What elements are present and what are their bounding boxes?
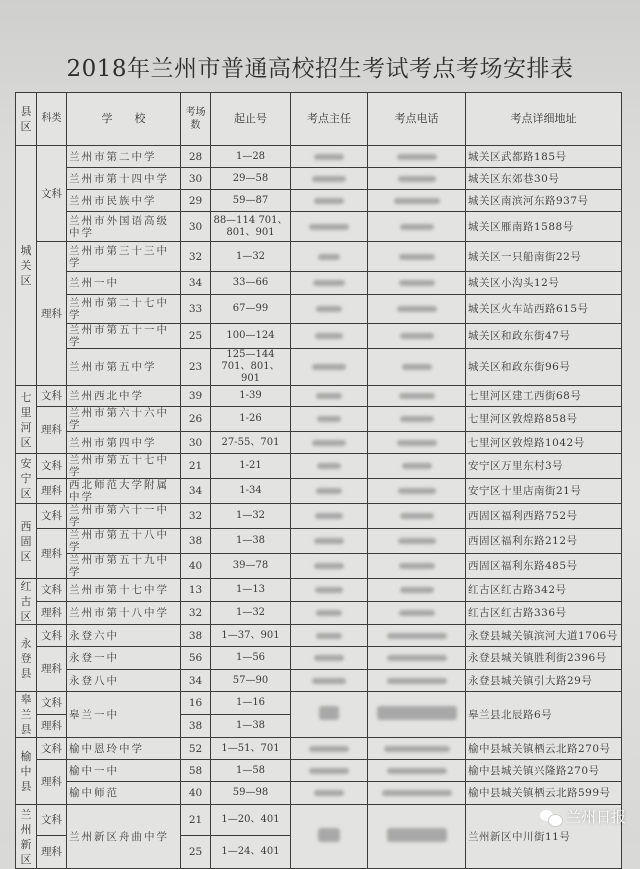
range-cell: 27-55、701: [211, 432, 291, 454]
category-cell: 理科: [37, 715, 67, 738]
address-cell: 西固区福利西路752号: [466, 504, 622, 529]
header-address: 考点详细地址: [466, 93, 622, 146]
category-cell: 文科: [37, 692, 67, 715]
redaction-blur: [314, 655, 344, 661]
exam-site-table: [15, 92, 622, 869]
rooms-cell: 21: [181, 454, 211, 479]
redaction-blur: [316, 610, 342, 616]
address-cell: 城关区东郊巷30号: [466, 168, 622, 190]
redaction-blur: [377, 706, 457, 720]
redaction-blur: [397, 154, 437, 160]
table-row: [16, 647, 622, 670]
rooms-cell: 38: [181, 529, 211, 554]
table-row: [16, 432, 622, 454]
rooms-cell: 39: [181, 386, 211, 407]
range-cell: 1-39: [211, 386, 291, 407]
range-cell: 88—114 701、801、901: [211, 212, 291, 242]
phone-cell-redacted: [368, 454, 466, 479]
watermark-label: 兰州日报: [565, 808, 626, 826]
redaction-blur: [314, 563, 344, 569]
district-label: 永登县: [20, 636, 32, 680]
category-cell: 文科: [37, 454, 67, 479]
table-row: [16, 504, 622, 529]
rooms-cell: 16: [181, 692, 211, 715]
phone-cell-redacted: [368, 386, 466, 407]
category-cell: 文科: [37, 504, 67, 529]
district-cell: [16, 386, 37, 454]
redaction-blur: [400, 224, 434, 230]
table-row: [16, 625, 622, 647]
phone-cell-redacted: [368, 479, 466, 504]
school-cell: 榆中恩玲中学: [67, 738, 181, 760]
school-cell: 兰州一中: [67, 272, 181, 295]
phone-cell-redacted: [368, 760, 466, 782]
table-row: [16, 782, 622, 805]
redaction-blur: [316, 306, 342, 312]
district-cell: [16, 692, 37, 738]
header-phone: 考点电话: [368, 93, 466, 146]
redaction-blur: [312, 678, 346, 684]
redaction-blur: [397, 306, 437, 312]
phone-cell-redacted: [368, 692, 466, 738]
redaction-blur: [318, 828, 340, 842]
rooms-cell: 25: [181, 836, 211, 869]
range-cell: 1—20、401: [211, 805, 291, 836]
school-cell: 兰州市第三十三中学: [67, 242, 181, 272]
range-cell: 1—32: [211, 602, 291, 625]
wechat-icon: [540, 808, 562, 826]
address-cell: 七里河区建工西街68号: [466, 386, 622, 407]
director-cell-redacted: [291, 805, 368, 869]
director-cell-redacted: [291, 324, 368, 349]
director-cell-redacted: [291, 432, 368, 454]
redaction-blur: [315, 333, 343, 339]
redaction-blur: [315, 587, 343, 593]
school-cell: 西北师范大学附属中学: [67, 479, 181, 504]
address-cell: 七里河区敦煌路858号: [466, 407, 622, 432]
table-row: [16, 738, 622, 760]
rooms-cell: 28: [181, 146, 211, 168]
table-row: [16, 554, 622, 579]
redaction-blur: [387, 828, 447, 842]
phone-cell-redacted: [368, 190, 466, 212]
redaction-blur: [316, 488, 342, 494]
rooms-cell: 52: [181, 738, 211, 760]
phone-cell-redacted: [368, 432, 466, 454]
category-cell: 理科: [37, 407, 67, 454]
school-cell: 榆中师范: [67, 782, 181, 805]
phone-cell-redacted: [368, 407, 466, 432]
redaction-blur: [382, 790, 452, 796]
address-cell: 西固区福利东路485号: [466, 554, 622, 579]
director-cell-redacted: [291, 579, 368, 602]
redaction-blur: [400, 587, 434, 593]
table-row: [16, 212, 622, 242]
school-cell: 兰州市第五中学: [67, 349, 181, 386]
rooms-cell: 32: [181, 242, 211, 272]
category-cell: 文科: [37, 146, 67, 242]
table-row: [16, 349, 622, 386]
district-cell: [16, 738, 37, 805]
school-cell: 永登八中: [67, 670, 181, 692]
redaction-blur: [319, 706, 339, 720]
director-cell-redacted: [291, 529, 368, 554]
range-cell: 1—58: [211, 760, 291, 782]
director-cell-redacted: [291, 479, 368, 504]
document-title: 2018年兰州市普通高校招生考试考点考场安排表: [66, 56, 574, 82]
phone-cell-redacted: [368, 670, 466, 692]
address-cell: 红古区红古路336号: [466, 602, 622, 625]
phone-cell-redacted: [368, 242, 466, 272]
school-cell: 兰州西北中学: [67, 386, 181, 407]
range-cell: 1—16: [211, 692, 291, 715]
phone-cell-redacted: [368, 782, 466, 805]
table-row: [16, 190, 622, 212]
redaction-blur: [384, 746, 450, 752]
category-cell: 理科: [37, 647, 67, 692]
rooms-cell: 13: [181, 579, 211, 602]
redaction-blur: [394, 198, 440, 204]
table-row: [16, 295, 622, 324]
redaction-blur: [398, 176, 436, 182]
district-label: 兰州新区: [20, 807, 32, 866]
range-cell: 1—13: [211, 579, 291, 602]
rooms-cell: 38: [181, 625, 211, 647]
range-cell: 1—38: [211, 529, 291, 554]
table-row: [16, 602, 622, 625]
table-row: [16, 692, 622, 715]
category-cell: 文科: [37, 738, 67, 760]
category-cell: 理科: [37, 529, 67, 579]
redaction-blur: [398, 488, 436, 494]
redaction-blur: [399, 393, 435, 399]
rooms-cell: 34: [181, 479, 211, 504]
range-cell: 1-21: [211, 454, 291, 479]
redaction-blur: [399, 610, 435, 616]
director-cell-redacted: [291, 272, 368, 295]
range-cell: 1-26: [211, 407, 291, 432]
address-cell: 安宁区十里店南街21号: [466, 479, 622, 504]
director-cell-redacted: [291, 242, 368, 272]
header-district: 县区: [16, 93, 37, 146]
rooms-cell: 32: [181, 602, 211, 625]
rooms-cell: 30: [181, 168, 211, 190]
phone-cell-redacted: [368, 738, 466, 760]
director-cell-redacted: [291, 190, 368, 212]
category-cell: 文科: [37, 579, 67, 602]
director-cell-redacted: [291, 504, 368, 529]
redaction-blur: [313, 280, 345, 286]
redaction-blur: [400, 416, 434, 422]
phone-cell-redacted: [368, 349, 466, 386]
redaction-blur: [312, 364, 346, 370]
district-cell: [16, 504, 37, 579]
range-cell: 1—32: [211, 504, 291, 529]
redaction-blur: [317, 463, 341, 469]
rooms-cell: 34: [181, 670, 211, 692]
range-cell: 100—124: [211, 324, 291, 349]
school-cell: 兰州市第十七中学: [67, 579, 181, 602]
director-cell-redacted: [291, 647, 368, 670]
redaction-blur: [387, 655, 447, 661]
school-cell: 兰州市第五十一中学: [67, 324, 181, 349]
school-cell: 兰州市第五十七中学: [67, 454, 181, 479]
district-label: 榆中县: [20, 749, 32, 793]
address-cell: 永登县城关镇引大路29号: [466, 670, 622, 692]
rooms-cell: 26: [181, 407, 211, 432]
school-cell: 兰州市第六十一中学: [67, 504, 181, 529]
range-cell: 59—98: [211, 782, 291, 805]
address-cell: 红古区红古路342号: [466, 579, 622, 602]
category-cell: 理科: [37, 242, 67, 386]
range-cell: 1—32: [211, 242, 291, 272]
redaction-blur: [387, 768, 447, 774]
redaction-blur: [314, 198, 344, 204]
address-cell: 七里河区敦煌路1042号: [466, 432, 622, 454]
phone-cell-redacted: [368, 625, 466, 647]
watermark: [540, 806, 626, 827]
rooms-cell: 56: [181, 647, 211, 670]
table-row: [16, 760, 622, 782]
address-cell: 兰州新区中川街11号: [466, 805, 622, 869]
category-cell: 理科: [37, 479, 67, 504]
school-cell: 兰州市第二中学: [67, 146, 181, 168]
address-cell: 榆中县城关镇栖云北路599号: [466, 782, 622, 805]
director-cell-redacted: [291, 386, 368, 407]
school-cell: 兰州市民族中学: [67, 190, 181, 212]
phone-cell-redacted: [368, 504, 466, 529]
table-row: [16, 324, 622, 349]
school-cell: 兰州市第四中学: [67, 432, 181, 454]
redaction-blur: [399, 254, 435, 260]
range-cell: 125—144 701、801、901: [211, 349, 291, 386]
redaction-blur: [402, 364, 432, 370]
address-cell: 安宁区万里东村3号: [466, 454, 622, 479]
category-cell: 文科: [37, 386, 67, 407]
address-cell: 榆中县城关镇兴隆路270号: [466, 760, 622, 782]
redaction-blur: [316, 393, 342, 399]
category-cell: 理科: [37, 602, 67, 625]
rooms-cell: 34: [181, 272, 211, 295]
director-cell-redacted: [291, 349, 368, 386]
director-cell-redacted: [291, 782, 368, 805]
director-cell-redacted: [291, 670, 368, 692]
address-cell: 西固区福利东路212号: [466, 529, 622, 554]
table-row: [16, 242, 622, 272]
school-cell: 兰州市第十四中学: [67, 168, 181, 190]
redaction-blur: [312, 440, 346, 446]
district-cell: [16, 146, 37, 386]
district-label: 西固区: [20, 519, 32, 563]
address-cell: 城关区南滨河东路937号: [466, 190, 622, 212]
school-cell: 榆中一中: [67, 760, 181, 782]
redaction-blur: [309, 768, 349, 774]
district-label: 城关区: [20, 244, 32, 287]
school-cell: 兰州市外国语高级中学: [67, 212, 181, 242]
address-cell: 永登县城关镇胜利街2396号: [466, 647, 622, 670]
rooms-cell: 33: [181, 295, 211, 324]
phone-cell-redacted: [368, 295, 466, 324]
range-cell: 1—37、901: [211, 625, 291, 647]
category-cell: 理科: [37, 836, 67, 869]
district-cell: [16, 625, 37, 692]
rooms-cell: 40: [181, 782, 211, 805]
category-cell: 文科: [37, 625, 67, 647]
redaction-blur: [399, 280, 435, 286]
range-cell: 1—56: [211, 647, 291, 670]
rooms-cell: 30: [181, 432, 211, 454]
category-cell: 文科: [37, 805, 67, 836]
address-cell: 城关区一只船南街22号: [466, 242, 622, 272]
redaction-blur: [314, 538, 344, 544]
range-cell: 1-34: [211, 479, 291, 504]
range-cell: 1—28: [211, 146, 291, 168]
table-row: [16, 454, 622, 479]
school-cell: 永登一中: [67, 647, 181, 670]
rooms-cell: 25: [181, 324, 211, 349]
header-range: 起止号: [211, 93, 291, 146]
phone-cell-redacted: [368, 805, 466, 869]
range-cell: 29—58: [211, 168, 291, 190]
address-cell: 城关区和政东街96号: [466, 349, 622, 386]
rooms-cell: 30: [181, 212, 211, 242]
address-cell: 城关区火车站西路615号: [466, 295, 622, 324]
phone-cell-redacted: [368, 529, 466, 554]
phone-cell-redacted: [368, 647, 466, 670]
address-cell: 城关区小沟头12号: [466, 272, 622, 295]
director-cell-redacted: [291, 692, 368, 738]
table-header: [16, 93, 622, 146]
address-cell: 榆中县城关镇栖云北路270号: [466, 738, 622, 760]
redaction-blur: [387, 633, 447, 639]
phone-cell-redacted: [368, 168, 466, 190]
school-cell: 兰州市第十八中学: [67, 602, 181, 625]
district-label: 红古区: [20, 580, 32, 623]
address-cell: 城关区武都路185号: [466, 146, 622, 168]
school-cell: 皋兰一中: [67, 692, 181, 738]
director-cell-redacted: [291, 146, 368, 168]
address-cell: 永登县城关镇滨河大道1706号: [466, 625, 622, 647]
director-cell-redacted: [291, 407, 368, 432]
rooms-cell: 58: [181, 760, 211, 782]
category-cell: 理科: [37, 760, 67, 805]
header-school: 学 校: [67, 93, 181, 146]
redaction-blur: [317, 416, 341, 422]
redaction-blur: [316, 633, 342, 639]
phone-cell-redacted: [368, 602, 466, 625]
rooms-cell: 29: [181, 190, 211, 212]
table-row: [16, 407, 622, 432]
rooms-cell: 38: [181, 715, 211, 738]
district-label: 七里河区: [20, 390, 32, 449]
table-row: [16, 168, 622, 190]
range-cell: 59—87: [211, 190, 291, 212]
school-cell: 兰州市第六十六中学: [67, 407, 181, 432]
director-cell-redacted: [291, 168, 368, 190]
redaction-blur: [398, 538, 436, 544]
table-row: [16, 670, 622, 692]
redaction-blur: [314, 790, 344, 796]
director-cell-redacted: [291, 554, 368, 579]
table-row: [16, 805, 622, 836]
district-label: 安宁区: [20, 457, 32, 500]
redaction-blur: [309, 746, 349, 752]
redaction-blur: [314, 154, 344, 160]
redaction-blur: [309, 224, 349, 230]
director-cell-redacted: [291, 454, 368, 479]
address-cell: 皋兰县北辰路6号: [466, 692, 622, 738]
phone-cell-redacted: [368, 554, 466, 579]
table-row: [16, 386, 622, 407]
rooms-cell: 23: [181, 349, 211, 386]
header-director: 考点主任: [291, 93, 368, 146]
redaction-blur: [312, 176, 346, 182]
table-row: [16, 146, 622, 168]
phone-cell-redacted: [368, 146, 466, 168]
redaction-blur: [397, 440, 437, 446]
header-rooms: 考场数: [181, 93, 211, 146]
redaction-blur: [387, 678, 447, 684]
address-cell: 城关区雁南路1588号: [466, 212, 622, 242]
phone-cell-redacted: [368, 324, 466, 349]
range-cell: 1—51、701: [211, 738, 291, 760]
redaction-blur: [402, 463, 432, 469]
table-row: [16, 272, 622, 295]
range-cell: 39—78: [211, 554, 291, 579]
redaction-blur: [400, 333, 434, 339]
range-cell: 67—99: [211, 295, 291, 324]
address-cell: 城关区和政东街47号: [466, 324, 622, 349]
table-row: [16, 529, 622, 554]
rooms-cell: 21: [181, 805, 211, 836]
phone-cell-redacted: [368, 272, 466, 295]
district-cell: [16, 579, 37, 625]
director-cell-redacted: [291, 625, 368, 647]
range-cell: 33—66: [211, 272, 291, 295]
school-cell: 永登六中: [67, 625, 181, 647]
school-cell: 兰州市第五十九中学: [67, 554, 181, 579]
redaction-blur: [400, 513, 434, 519]
school-cell: 兰州新区舟曲中学: [67, 805, 181, 869]
director-cell-redacted: [291, 295, 368, 324]
redaction-blur: [399, 563, 435, 569]
director-cell-redacted: [291, 738, 368, 760]
rooms-cell: 40: [181, 554, 211, 579]
range-cell: 1—24、401: [211, 836, 291, 869]
redaction-blur: [318, 254, 340, 260]
rooms-cell: 32: [181, 504, 211, 529]
director-cell-redacted: [291, 212, 368, 242]
redaction-blur: [315, 513, 343, 519]
table-row: [16, 479, 622, 504]
director-cell-redacted: [291, 602, 368, 625]
phone-cell-redacted: [368, 212, 466, 242]
district-cell: [16, 454, 37, 504]
phone-cell-redacted: [368, 579, 466, 602]
range-cell: 1—38: [211, 715, 291, 738]
director-cell-redacted: [291, 760, 368, 782]
header-category: 科类: [37, 93, 67, 146]
range-cell: 57—90: [211, 670, 291, 692]
district-cell: [16, 805, 37, 869]
school-cell: 兰州市第五十八中学: [67, 529, 181, 554]
table-row: [16, 579, 622, 602]
district-label: 皋兰县: [20, 693, 32, 736]
school-cell: 兰州市第二十七中学: [67, 295, 181, 324]
